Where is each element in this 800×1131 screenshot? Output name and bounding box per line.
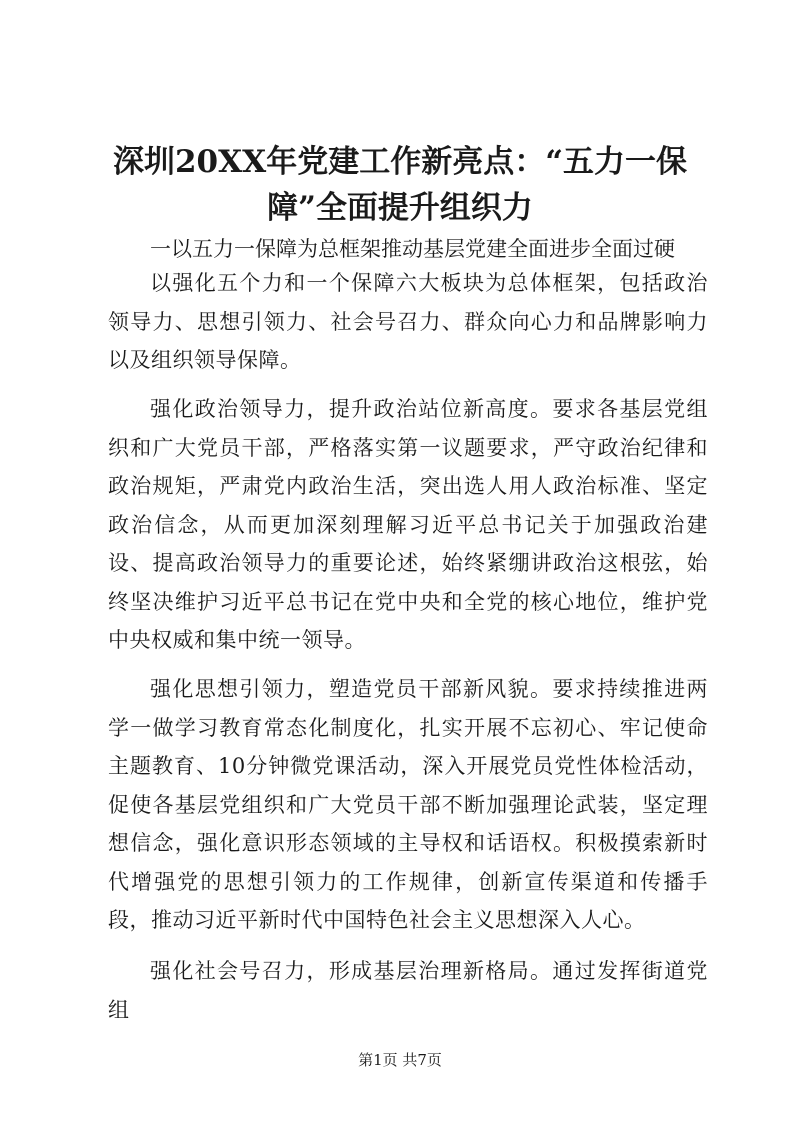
document-title-line-1: 深圳20XX年党建工作新亮点：“五力一保 [112, 144, 688, 180]
paragraph-ideological-guidance: 强化思想引领力，塑造党员干部新风貌。要求持续推进两学一做学习教育常态化制度化，扎实开展不忘初心、牢记使命主题教育、10分钟微党课活动，深入开展党员党性体检活动，促使各基层党组织和广大党员干部不断加强理论武装，坚定理想信念，强化意识形态领域的主导权和话语权。积极摸索新时代增强党的思想引领力的工作规律，创新宣传渠道和传播手段，推动习近平新时代中国特色社会主义思想深入人心。 [108, 677, 708, 932]
document-subtitle: 一以五力一保障为总框架推动基层党建全面进步全面过硬 [150, 237, 675, 261]
paragraph-political-leadership: 强化政治领导力，提升政治站位新高度。要求各基层党组织和广大党员干部，严格落实第一议题要求，严守政治纪律和政治规矩，严肃党内政治生活，突出选人用人政治标准、坚定政治信念，从而更加深刻理解习近平总书记关于加强政治建设、提高政治领导力的重要论述，始终紧绷讲政治这根弦，始终坚决维护习近平总书记在党中央和全党的核心地位，维护党中央权威和集中统一领导。 [108, 397, 708, 652]
document-title-line-2: 障”全面提升组织力 [267, 190, 533, 226]
paragraph-social-appeal: 强化社会号召力，形成基层治理新格局。通过发挥街道党组 [108, 959, 708, 1022]
paragraph-framework: 以强化五个力和一个保障六大板块为总体框架，包括政治领导力、思想引领力、社会号召力、群众向心力和品牌影响力以及组织领导保障。 [108, 271, 708, 372]
page-number-footer: 第1页 共7页 [358, 1051, 442, 1069]
